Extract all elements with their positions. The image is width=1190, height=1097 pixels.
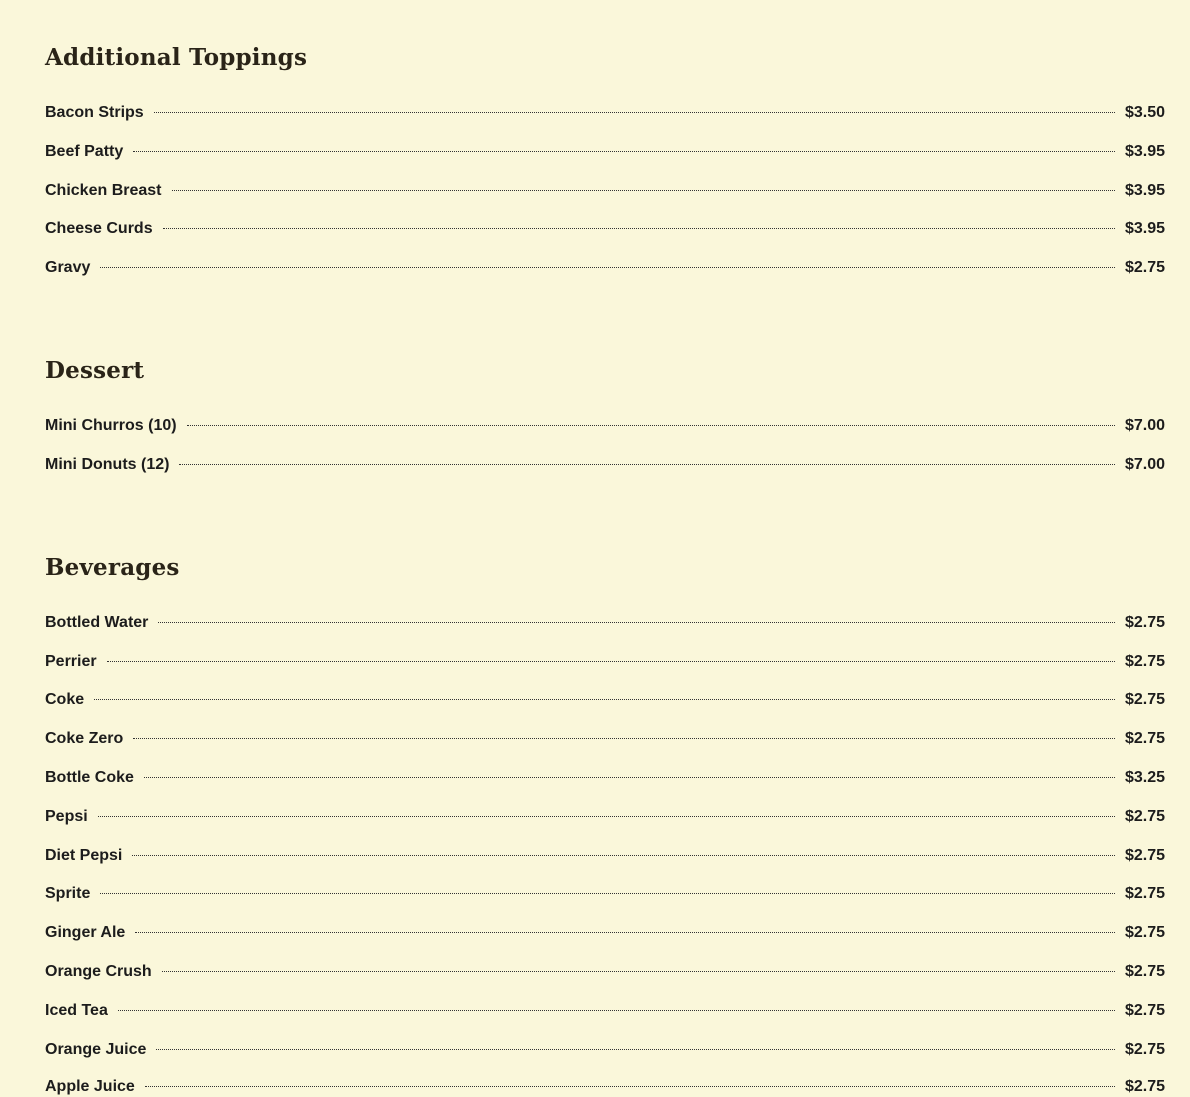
item-price: $3.25 [1124, 769, 1165, 786]
item-name: Coke [45, 691, 85, 708]
item-price: $7.00 [1124, 417, 1165, 434]
dotted-leader [118, 1010, 1115, 1011]
item-price: $2.75 [1124, 924, 1165, 941]
menu-item [45, 416, 1165, 436]
item-name: Orange Juice [45, 1041, 147, 1058]
menu-item [45, 690, 1165, 710]
dotted-leader [154, 112, 1115, 113]
dotted-leader [145, 1086, 1115, 1087]
menu-item [45, 142, 1165, 162]
item-name: Bottle Coke [45, 769, 134, 786]
item-name: Pepsi [45, 808, 88, 825]
item-name: Mini Donuts (12) [45, 456, 170, 473]
dotted-leader [107, 661, 1115, 662]
dotted-leader [163, 228, 1115, 229]
dotted-leader [94, 699, 1115, 700]
item-name: Beef Patty [45, 143, 124, 160]
item-price: $2.75 [1124, 808, 1165, 825]
item-price: $2.75 [1124, 653, 1165, 670]
item-name: Mini Churros (10) [45, 417, 177, 434]
item-name: Gravy [45, 259, 91, 276]
menu-item [45, 884, 1165, 904]
dotted-leader [133, 738, 1115, 739]
dotted-leader [133, 151, 1115, 152]
item-name: Coke Zero [45, 730, 124, 747]
menu-item [45, 846, 1165, 866]
menu-item [45, 103, 1165, 123]
menu-item [45, 1077, 1165, 1097]
section-title-beverages: Beverages [45, 554, 180, 581]
dotted-leader [100, 267, 1115, 268]
item-name: Apple Juice [45, 1078, 135, 1095]
item-price: $2.75 [1124, 614, 1165, 631]
dotted-leader [135, 932, 1115, 933]
section-title-dessert: Dessert [45, 357, 145, 384]
item-price: $3.95 [1124, 220, 1165, 237]
item-name: Iced Tea [45, 1002, 108, 1019]
menu-item [45, 219, 1165, 239]
item-name: Bottled Water [45, 614, 149, 631]
item-name: Sprite [45, 885, 91, 902]
item-price: $2.75 [1124, 259, 1165, 276]
menu-item [45, 652, 1165, 672]
menu-item [45, 1040, 1165, 1060]
menu-item [45, 923, 1165, 943]
dotted-leader [172, 190, 1115, 191]
item-price: $3.95 [1124, 143, 1165, 160]
item-name: Ginger Ale [45, 924, 126, 941]
item-price: $2.75 [1124, 885, 1165, 902]
dotted-leader [100, 893, 1115, 894]
dotted-leader [98, 816, 1115, 817]
section-title-additional-toppings: Additional Toppings [45, 44, 308, 71]
item-price: $2.75 [1124, 1002, 1165, 1019]
item-name: Orange Crush [45, 963, 152, 980]
dotted-leader [187, 425, 1115, 426]
item-name: Bacon Strips [45, 104, 144, 121]
item-price: $2.75 [1124, 1078, 1165, 1095]
item-name: Diet Pepsi [45, 847, 123, 864]
menu-item [45, 181, 1165, 201]
item-price: $2.75 [1124, 847, 1165, 864]
dotted-leader [144, 777, 1115, 778]
item-name: Perrier [45, 653, 97, 670]
menu-item [45, 807, 1165, 827]
dotted-leader [179, 464, 1115, 465]
menu-item [45, 768, 1165, 788]
item-price: $2.75 [1124, 963, 1165, 980]
item-price: $7.00 [1124, 456, 1165, 473]
item-price: $2.75 [1124, 691, 1165, 708]
menu-item [45, 455, 1165, 475]
menu-item [45, 613, 1165, 633]
item-price: $3.95 [1124, 182, 1165, 199]
dotted-leader [132, 855, 1115, 856]
item-price: $3.50 [1124, 104, 1165, 121]
menu-item [45, 962, 1165, 982]
menu-item [45, 1001, 1165, 1021]
item-price: $2.75 [1124, 1041, 1165, 1058]
menu-item [45, 729, 1165, 749]
menu-item [45, 258, 1165, 278]
item-price: $2.75 [1124, 730, 1165, 747]
item-name: Chicken Breast [45, 182, 162, 199]
item-name: Cheese Curds [45, 220, 153, 237]
dotted-leader [156, 1049, 1115, 1050]
dotted-leader [158, 622, 1115, 623]
dotted-leader [162, 971, 1115, 972]
